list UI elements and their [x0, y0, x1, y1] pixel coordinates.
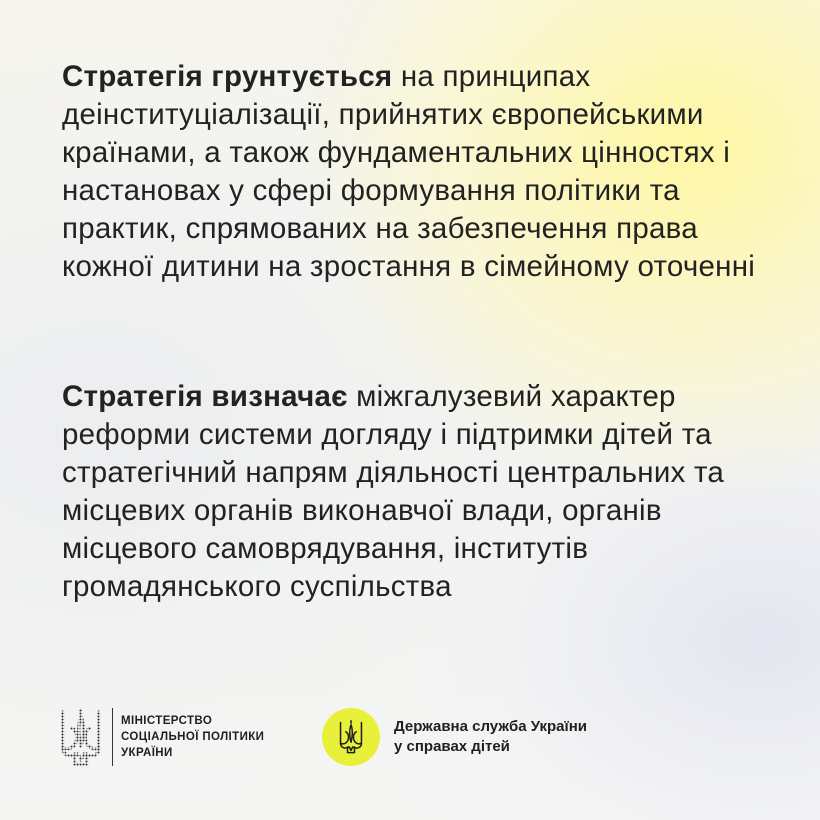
ministry-name [121, 713, 264, 761]
strategy-defines-text: міжгалузевий характер реформи системи догляду і підтримки дітей та стратегічний напрям діяльності центральних та місцевих органів виконавчої влади, органів місцевого самоврядування, інститутів громадянського суспільства [62, 380, 725, 603]
ministry-name-line2: СОЦІАЛЬНОЇ ПОЛІТИКИ [121, 731, 265, 743]
ministry-logo [58, 706, 264, 768]
service-emblem-circle [322, 708, 380, 766]
tryzub-icon [58, 706, 104, 768]
strategy-basis-paragraph [62, 58, 762, 286]
ministry-name-line3: УКРАЇНИ [121, 747, 173, 759]
footer-logos [58, 706, 758, 770]
strategy-basis-bold: Стратегія грунтується [62, 60, 393, 93]
strategy-defines-paragraph [62, 378, 762, 606]
ministry-name-line1: МІНІСТЕРСТВО [121, 715, 213, 727]
logo-divider [112, 708, 113, 766]
strategy-defines-bold: Стратегія визначає [62, 380, 348, 413]
service-name-line2: у справах дітей [394, 738, 510, 755]
service-name [394, 717, 587, 757]
strategy-basis-text: на принципах деінституціалізації, прийнятих європейськими країнами, а також фундаментальних цінностях і настановах у сфері формування політики та практик, спрямованих на забезпечення права кожної дитини на зростання в сімейному оточенні [62, 60, 756, 283]
service-name-line1: Державна служба України [394, 718, 588, 735]
childrens-service-logo [322, 708, 587, 766]
tryzub-icon [337, 719, 365, 755]
